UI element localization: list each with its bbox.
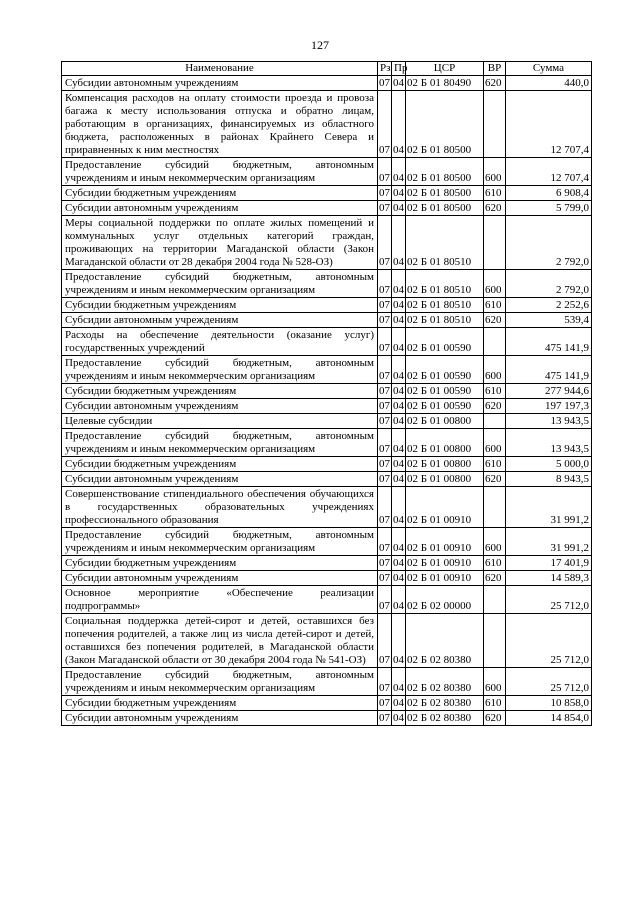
cell-vr: 620 bbox=[484, 76, 506, 91]
cell-vr: 620 bbox=[484, 571, 506, 586]
cell-csr: 02 Б 01 00910 bbox=[406, 556, 484, 571]
table-row bbox=[62, 91, 592, 158]
cell-csr: 02 Б 02 80380 bbox=[406, 668, 484, 696]
table-row bbox=[62, 216, 592, 270]
cell-sum: 2 252,6 bbox=[506, 298, 592, 313]
cell-sum: 2 792,0 bbox=[506, 270, 592, 298]
cell-pr: 04 bbox=[393, 400, 404, 412]
header-vr: ВР bbox=[484, 62, 506, 76]
cell-rz: 07 bbox=[378, 586, 392, 614]
cell-name: Меры социальной поддержки по оплате жилых помещений и коммунальных услуг отдельных категорий граждан, проживающих на территории Магаданской области (Закон Магаданской области от 28 декабря 2004 года № 528-ОЗ) bbox=[62, 216, 378, 270]
cell-rz: 07 bbox=[378, 614, 392, 668]
cell-rz: 07 bbox=[378, 487, 392, 528]
cell-name: Субсидии бюджетным учреждениям bbox=[62, 384, 378, 399]
cell-rz: 07 bbox=[379, 314, 390, 326]
cell-sum: 8 943,5 bbox=[506, 472, 592, 487]
cell-rz: 07 bbox=[378, 429, 392, 457]
cell-name: Предоставление субсидий бюджетным, автономным учреждениям и иным некоммерческим организациям bbox=[62, 528, 378, 556]
cell-csr: 02 Б 01 00910 bbox=[406, 528, 484, 556]
cell-csr: 02 Б 01 80490 bbox=[406, 76, 484, 91]
cell-csr: 02 Б 01 00590 bbox=[406, 384, 484, 399]
table-row bbox=[62, 76, 592, 91]
cell-pr: 04 bbox=[392, 91, 406, 158]
cell-rz: 07 bbox=[379, 400, 390, 412]
table-row bbox=[62, 270, 592, 298]
cell-csr: 02 Б 01 00800 bbox=[406, 414, 484, 429]
cell-rz: 07 bbox=[379, 458, 390, 470]
table-header-row bbox=[62, 62, 592, 76]
cell-pr: 04 bbox=[392, 328, 406, 356]
table-row bbox=[62, 186, 592, 201]
cell-rz: 07 bbox=[378, 91, 392, 158]
cell-vr: 610 bbox=[484, 186, 506, 201]
table-row bbox=[62, 399, 592, 414]
cell-name: Субсидии бюджетным учреждениям bbox=[62, 186, 378, 201]
cell-sum: 197 197,3 bbox=[506, 399, 592, 414]
cell-rz: 07 bbox=[378, 328, 392, 356]
cell-vr: 610 bbox=[484, 556, 506, 571]
cell-name: Предоставление субсидий бюджетным, автономным учреждениям и иным некоммерческим организациям bbox=[62, 429, 378, 457]
cell-sum: 2 792,0 bbox=[506, 216, 592, 270]
cell-csr: 02 Б 01 00590 bbox=[406, 399, 484, 414]
cell-sum: 25 712,0 bbox=[506, 614, 592, 668]
cell-rz: 07 bbox=[379, 557, 390, 569]
cell-sum: 13 943,5 bbox=[506, 414, 592, 429]
cell-csr: 02 Б 02 00000 bbox=[406, 586, 484, 614]
cell-csr: 02 Б 02 80380 bbox=[406, 614, 484, 668]
cell-vr: 610 bbox=[484, 696, 506, 711]
header-csr: ЦСР bbox=[406, 62, 484, 76]
cell-vr: 600 bbox=[484, 158, 506, 186]
cell-name: Субсидии автономным учреждениям bbox=[62, 472, 378, 487]
cell-name: Предоставление субсидий бюджетным, автономным учреждениям и иным некоммерческим организациям bbox=[62, 270, 378, 298]
cell-vr: 620 bbox=[484, 399, 506, 414]
cell-vr: 600 bbox=[484, 356, 506, 384]
cell-name: Субсидии бюджетным учреждениям bbox=[62, 696, 378, 711]
cell-name: Совершенствование стипендиального обеспечения обучающихся в государственных образовательных учреждениях профессионального образования bbox=[62, 487, 378, 528]
cell-vr: 600 bbox=[484, 528, 506, 556]
cell-csr: 02 Б 01 00590 bbox=[406, 356, 484, 384]
header-sum: Сумма bbox=[506, 62, 592, 76]
cell-rz: 07 bbox=[379, 572, 390, 584]
cell-rz: 07 bbox=[379, 299, 390, 311]
cell-pr: 04 bbox=[393, 572, 404, 584]
table-row bbox=[62, 614, 592, 668]
cell-vr: 600 bbox=[484, 270, 506, 298]
cell-vr bbox=[484, 216, 506, 270]
cell-sum: 14 854,0 bbox=[506, 711, 592, 726]
table-row bbox=[62, 414, 592, 429]
table-row bbox=[62, 487, 592, 528]
cell-sum: 475 141,9 bbox=[506, 328, 592, 356]
cell-name: Социальная поддержка детей-сирот и детей, оставшихся без попечения родителей, а также лиц из числа детей-сирот и детей, оставшихся без попечения родителей, в Магаданской области (Закон Магаданской области от 30 декабря 2004 года № 541-ОЗ) bbox=[62, 614, 378, 668]
cell-vr: 600 bbox=[484, 429, 506, 457]
cell-name: Субсидии автономным учреждениям bbox=[62, 711, 378, 726]
cell-sum: 25 712,0 bbox=[506, 586, 592, 614]
cell-rz: 07 bbox=[379, 415, 390, 427]
table-row bbox=[62, 384, 592, 399]
cell-sum: 10 858,0 bbox=[506, 696, 592, 711]
cell-csr: 02 Б 01 00800 bbox=[406, 429, 484, 457]
cell-rz: 07 bbox=[379, 712, 390, 724]
cell-name: Предоставление субсидий бюджетным, автономным учреждениям и иным некоммерческим организациям bbox=[62, 158, 378, 186]
table-row bbox=[62, 528, 592, 556]
cell-vr bbox=[484, 91, 506, 158]
cell-vr: 620 bbox=[484, 313, 506, 328]
cell-name: Основное мероприятие «Обеспечение реализации подпрограммы» bbox=[62, 586, 378, 614]
page-number: 127 bbox=[311, 38, 329, 52]
cell-pr: 04 bbox=[392, 586, 406, 614]
budget-table bbox=[61, 61, 592, 726]
cell-pr: 04 bbox=[392, 429, 406, 457]
cell-rz: 07 bbox=[378, 270, 392, 298]
cell-rz: 07 bbox=[379, 202, 390, 214]
cell-sum: 31 991,2 bbox=[506, 528, 592, 556]
cell-rz: 07 bbox=[379, 187, 390, 199]
table-row bbox=[62, 571, 592, 586]
cell-name: Субсидии автономным учреждениям bbox=[62, 399, 378, 414]
cell-name: Субсидии бюджетным учреждениям bbox=[62, 556, 378, 571]
cell-csr: 02 Б 02 80380 bbox=[406, 711, 484, 726]
cell-pr: 04 bbox=[392, 270, 406, 298]
table-row bbox=[62, 556, 592, 571]
cell-sum: 277 944,6 bbox=[506, 384, 592, 399]
cell-rz: 07 bbox=[379, 385, 390, 397]
cell-pr: 04 bbox=[392, 216, 406, 270]
cell-vr: 620 bbox=[484, 472, 506, 487]
cell-vr bbox=[484, 614, 506, 668]
cell-sum: 31 991,2 bbox=[506, 487, 592, 528]
table-row bbox=[62, 313, 592, 328]
cell-sum: 440,0 bbox=[506, 76, 592, 91]
cell-pr: 04 bbox=[393, 557, 404, 569]
cell-csr: 02 Б 01 80500 bbox=[406, 91, 484, 158]
cell-csr: 02 Б 01 80500 bbox=[406, 201, 484, 216]
cell-pr: 04 bbox=[392, 528, 406, 556]
cell-pr: 04 bbox=[392, 356, 406, 384]
cell-sum: 539,4 bbox=[506, 313, 592, 328]
cell-vr bbox=[484, 487, 506, 528]
cell-pr: 04 bbox=[393, 202, 404, 214]
cell-pr: 04 bbox=[393, 697, 404, 709]
cell-pr: 04 bbox=[393, 299, 404, 311]
cell-name: Субсидии автономным учреждениям bbox=[62, 313, 378, 328]
cell-sum: 475 141,9 bbox=[506, 356, 592, 384]
cell-pr: 04 bbox=[392, 614, 406, 668]
cell-csr: 02 Б 01 80510 bbox=[406, 298, 484, 313]
table-row bbox=[62, 356, 592, 384]
cell-sum: 5 799,0 bbox=[506, 201, 592, 216]
cell-pr: 04 bbox=[393, 385, 404, 397]
cell-vr: 610 bbox=[484, 384, 506, 399]
cell-sum: 25 712,0 bbox=[506, 668, 592, 696]
table-row bbox=[62, 158, 592, 186]
cell-sum: 12 707,4 bbox=[506, 91, 592, 158]
cell-rz: 07 bbox=[379, 473, 390, 485]
cell-pr: 04 bbox=[393, 712, 404, 724]
cell-csr: 02 Б 01 00910 bbox=[406, 487, 484, 528]
cell-pr: 04 bbox=[392, 158, 406, 186]
cell-pr: 04 bbox=[392, 487, 406, 528]
cell-sum: 17 401,9 bbox=[506, 556, 592, 571]
cell-csr: 02 Б 01 80500 bbox=[406, 186, 484, 201]
cell-vr: 600 bbox=[484, 668, 506, 696]
cell-csr: 02 Б 01 00800 bbox=[406, 457, 484, 472]
cell-name: Компенсация расходов на оплату стоимости проезда и провоза багажа к месту использования отпуска и обратно лицам, работающим в организациях, финансируемых из областного бюджета, расположенных в районах Крайнего Севера и приравненных к ним местностях bbox=[62, 91, 378, 158]
cell-name: Субсидии бюджетным учреждениям bbox=[62, 298, 378, 313]
cell-rz: 07 bbox=[378, 668, 392, 696]
cell-pr: 04 bbox=[393, 77, 404, 89]
cell-vr: 610 bbox=[484, 457, 506, 472]
header-name: Наименование bbox=[62, 62, 378, 76]
cell-sum: 5 000,0 bbox=[506, 457, 592, 472]
cell-rz: 07 bbox=[379, 77, 390, 89]
table-row bbox=[62, 201, 592, 216]
cell-vr: 620 bbox=[484, 201, 506, 216]
cell-name: Расходы на обеспечение деятельности (оказание услуг) государственных учреждений bbox=[62, 328, 378, 356]
cell-vr: 620 bbox=[484, 711, 506, 726]
cell-pr: 04 bbox=[393, 458, 404, 470]
table-row bbox=[62, 696, 592, 711]
cell-csr: 02 Б 01 00800 bbox=[406, 472, 484, 487]
cell-name: Субсидии бюджетным учреждениям bbox=[62, 457, 378, 472]
cell-sum: 14 589,3 bbox=[506, 571, 592, 586]
cell-vr bbox=[484, 328, 506, 356]
table-row bbox=[62, 668, 592, 696]
table-row bbox=[62, 711, 592, 726]
cell-name: Субсидии автономным учреждениям bbox=[62, 76, 378, 91]
cell-sum: 13 943,5 bbox=[506, 429, 592, 457]
cell-name: Предоставление субсидий бюджетным, автономным учреждениям и иным некоммерческим организациям bbox=[62, 356, 378, 384]
cell-vr: 610 bbox=[484, 298, 506, 313]
cell-sum: 6 908,4 bbox=[506, 186, 592, 201]
cell-rz: 07 bbox=[378, 216, 392, 270]
table-row bbox=[62, 328, 592, 356]
cell-csr: 02 Б 01 00590 bbox=[406, 328, 484, 356]
cell-name: Субсидии автономным учреждениям bbox=[62, 201, 378, 216]
cell-rz: 07 bbox=[378, 158, 392, 186]
header-rz: Рз bbox=[378, 62, 392, 76]
cell-csr: 02 Б 01 80510 bbox=[406, 216, 484, 270]
header-pr: Пр bbox=[392, 62, 406, 76]
cell-csr: 02 Б 01 00910 bbox=[406, 571, 484, 586]
cell-name: Предоставление субсидий бюджетным, автономным учреждениям и иным некоммерческим организациям bbox=[62, 668, 378, 696]
cell-pr: 04 bbox=[393, 415, 404, 427]
cell-rz: 07 bbox=[378, 356, 392, 384]
cell-vr bbox=[484, 586, 506, 614]
cell-sum: 12 707,4 bbox=[506, 158, 592, 186]
cell-name: Целевые субсидии bbox=[62, 414, 378, 429]
cell-pr: 04 bbox=[392, 668, 406, 696]
cell-pr: 04 bbox=[393, 473, 404, 485]
table-row bbox=[62, 586, 592, 614]
table-row bbox=[62, 429, 592, 457]
cell-vr bbox=[484, 414, 506, 429]
table-row bbox=[62, 472, 592, 487]
cell-csr: 02 Б 01 80510 bbox=[406, 270, 484, 298]
cell-csr: 02 Б 01 80510 bbox=[406, 313, 484, 328]
cell-rz: 07 bbox=[378, 528, 392, 556]
table-row bbox=[62, 457, 592, 472]
table-row bbox=[62, 298, 592, 313]
cell-pr: 04 bbox=[393, 314, 404, 326]
cell-rz: 07 bbox=[379, 697, 390, 709]
cell-csr: 02 Б 01 80500 bbox=[406, 158, 484, 186]
cell-name: Субсидии автономным учреждениям bbox=[62, 571, 378, 586]
cell-csr: 02 Б 02 80380 bbox=[406, 696, 484, 711]
cell-pr: 04 bbox=[393, 187, 404, 199]
